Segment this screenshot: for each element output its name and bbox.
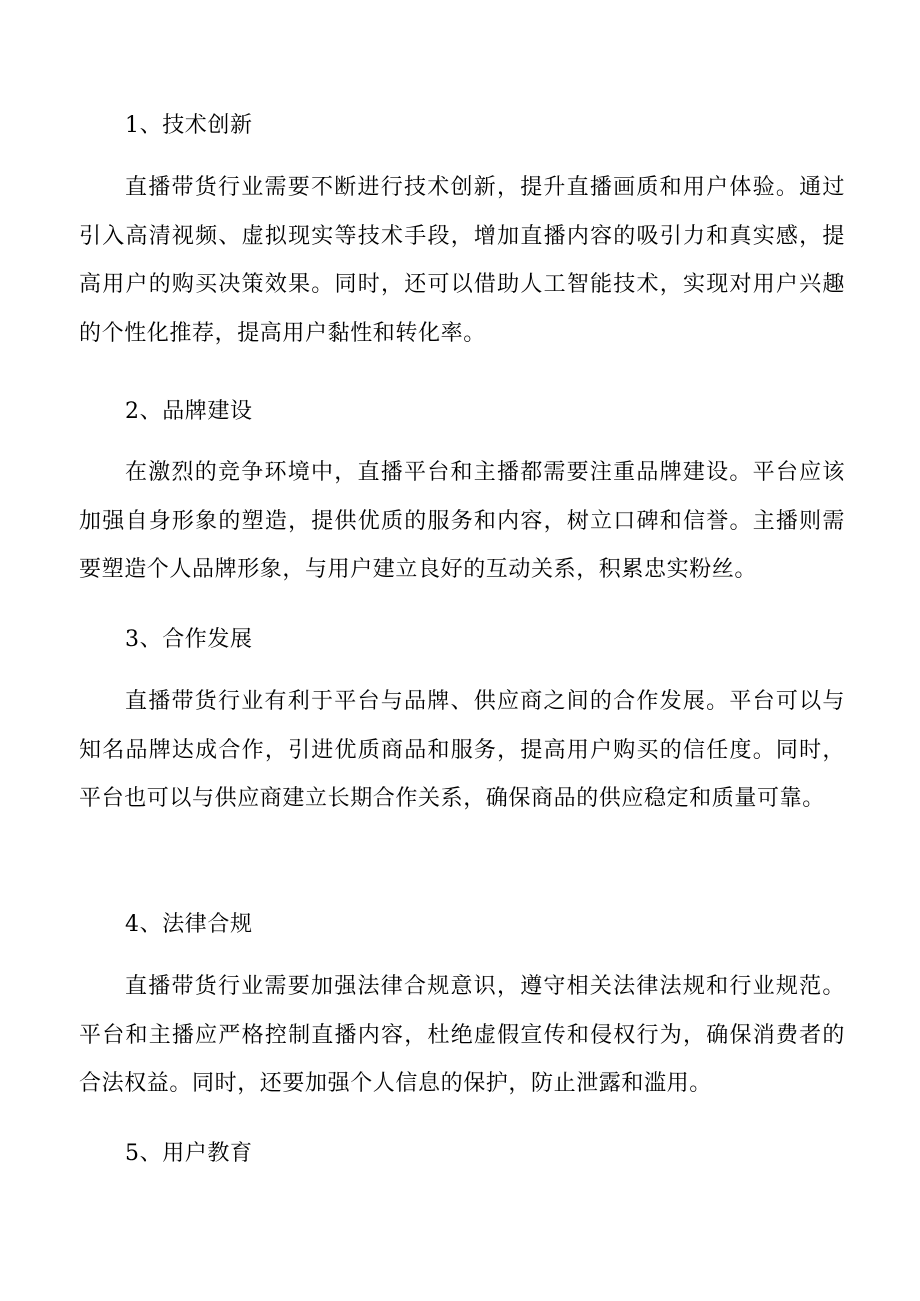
section-heading-legal-compliance: 4、法律合规 (125, 912, 253, 937)
section-paragraph-brand-building: 在激烈的竞争环境中，直播平台和主播都需要注重品牌建设。平台应该加强自身形象的塑造，提供优质的服务和内容，树立口碑和信誉。主播则需要塑造个人品牌形象，与用户建立良好的互动关系，积累忠实粉丝。 (79, 460, 845, 582)
section-paragraph-cooperation: 直播带货行业有利于平台与品牌、供应商之间的合作发展。平台可以与知名品牌达成合作，引进优质商品和服务，提高用户购买的信任度。同时，平台也可以与供应商建立长期合作关系，确保商品的供应稳定和质量可靠。 (79, 689, 845, 811)
section-paragraph-tech-innovation: 直播带货行业需要不断进行技术创新，提升直播画质和用户体验。通过引入高清视频、虚拟现实等技术手段，增加直播内容的吸引力和真实感，提高用户的购买决策效果。同时，还可以借助人工智能技术，实现对用户兴趣的个性化推荐，提高用户黏性和转化率。 (79, 175, 845, 346)
section-heading-brand-building: 2、品牌建设 (125, 399, 253, 424)
section-heading-user-education: 5、用户教育 (125, 1141, 253, 1166)
section-heading-cooperation: 3、合作发展 (125, 627, 253, 652)
section-paragraph-legal-compliance: 直播带货行业需要加强法律合规意识，遵守相关法律法规和行业规范。平台和主播应严格控制直播内容，杜绝虚假宣传和侵权行为，确保消费者的合法权益。同时，还要加强个人信息的保护，防止泄露和滥用。 (79, 974, 845, 1096)
section-heading-tech-innovation: 1、技术创新 (125, 113, 253, 138)
